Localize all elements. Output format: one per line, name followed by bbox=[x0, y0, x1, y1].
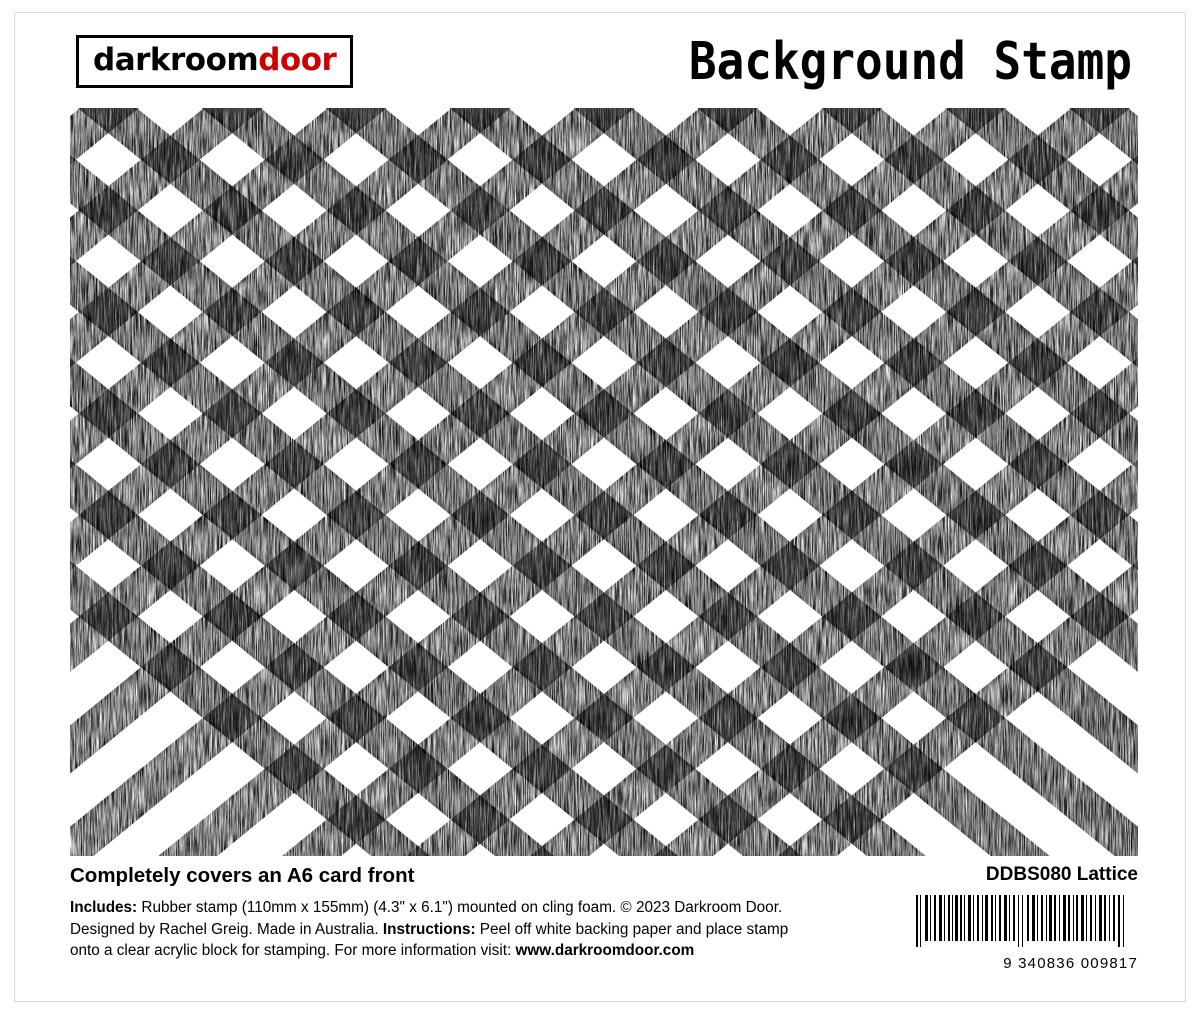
barcode-number: 9 340836 009817 bbox=[1003, 955, 1138, 972]
product-info-text bbox=[70, 897, 805, 962]
page-title: Background Stamp bbox=[688, 30, 1132, 92]
header bbox=[26, 20, 1174, 102]
instructions-label: Instructions: bbox=[382, 920, 476, 938]
brand-name-part2: door bbox=[258, 41, 337, 78]
brand-logo-text bbox=[93, 41, 337, 78]
tagline: Completely covers an A6 card front bbox=[70, 864, 415, 887]
sku-line bbox=[888, 864, 1138, 886]
includes-text: Rubber stamp (110mm x 155mm) (4.3" x 6.1") mounted on cling foam. © 2023 Darkroom Door. Designed by Rachel Greig. Made in Australia. bbox=[70, 899, 783, 938]
includes-label: Includes: bbox=[70, 899, 138, 916]
barcode-bars bbox=[906, 895, 1138, 953]
lattice-pattern-graphic bbox=[70, 108, 1138, 856]
brand-logo bbox=[76, 35, 353, 88]
barcode bbox=[888, 895, 1138, 953]
sku-barcode-area bbox=[888, 864, 1138, 972]
instructions-text: Peel off white backing paper and place stamp onto a clear acrylic block for stamping. For more information visit: bbox=[70, 920, 789, 960]
footer bbox=[70, 864, 1138, 982]
sku-name: Lattice bbox=[1076, 864, 1138, 885]
website-link[interactable]: www.darkroomdoor.com bbox=[515, 942, 695, 960]
stamp-artwork bbox=[70, 108, 1138, 856]
brand-name-part1: darkroom bbox=[93, 41, 259, 78]
sku-code: DDBS080 bbox=[985, 864, 1072, 885]
